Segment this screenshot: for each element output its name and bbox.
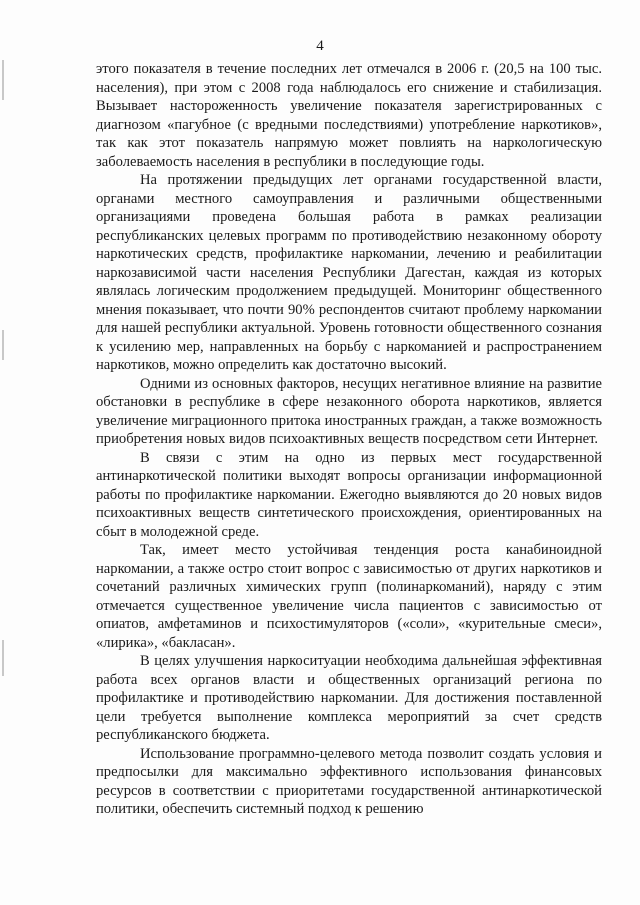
paragraph: Использование программно-целевого метода позволит создать условия и предпосылки для максимально эффективного использования финансовых ресурсов в соответствии с приоритетами государственной антинаркотической политики, обеспечить системный подход к решению [96,745,602,817]
paragraph: этого показателя в течение последних лет отмечался в 2006 г. (20,5 на 100 тыс. населения), при этом с 2008 года наблюдалось его снижение и стабилизация. Вызывает настороженность увеличение показателя зарегистрированных с диагнозом «пагубное (с вредными последствиями) употребление наркотиков», так как этот показатель напрямую может повлиять на наркологическую заболеваемость населения в республики в последующие годы. [96,61,602,170]
scan-edge-mark [2,60,4,100]
paragraph: В целях улучшения наркоситуации необходима дальнейшая эффективная работа всех органов власти и общественных организаций региона по профилактике и противодействию наркомании. Для достижения поставленной цели требуется выполнение комплекса мероприятий за счет средств республиканского бюджета. [96,653,602,743]
paragraph: На протяжении предыдущих лет органами государственной власти, органами местного самоуправления и различными общественными организациями проведена большая работа в рамках реализации республиканских целевых программ по противодействию незаконному обороту наркотических средств, профилактике наркомании, лечению и реабилитации наркозависимой части населения Республики Дагестан, каждая из которых являлась логическим продолжением предыдущей. Мониторинг общественного мнения показывает, что почти 90% респондентов считают проблему наркомании для нашей республики актуальной. Уровень готовности общественного сознания к усилению мер, направленных на борьбу с наркоманией и распространением наркотиков, можно определить как достаточно высокий. [96,172,602,373]
paragraph: Одними из основных факторов, несущих негативное влияние на развитие обстановки в республике в сфере незаконного оборота наркотиков, является увеличение миграционного притока иностранных граждан, а также возможность приобретения новых видов психоактивных веществ посредством сети Интернет. [96,375,602,447]
paragraph: Так, имеет место устойчивая тенденция роста канабиноидной наркомании, а также остро стоит вопрос с зависимостью от других наркотиков и сочетаний различных химических групп (полинаркоманий), наряду с этим отмечается существенное увеличение числа пациентов с зависимостью от опиатов, амфетаминов и психостимуляторов («соли», «курительные смеси», «лирика», «бакласан». [96,542,602,651]
document-body [96,60,602,819]
scan-edge-mark [2,330,4,360]
paragraph: В связи с этим на одно из первых мест государственной антинаркотической политики выходят вопросы организации информационной работы по профилактике наркомании. Ежегодно выявляются до 20 новых видов психоактивных веществ синтетического происхождения, ориентированных на сбыт в молодежной среде. [96,449,602,540]
page-number: 4 [316,38,324,54]
scan-edge-mark [2,640,4,676]
